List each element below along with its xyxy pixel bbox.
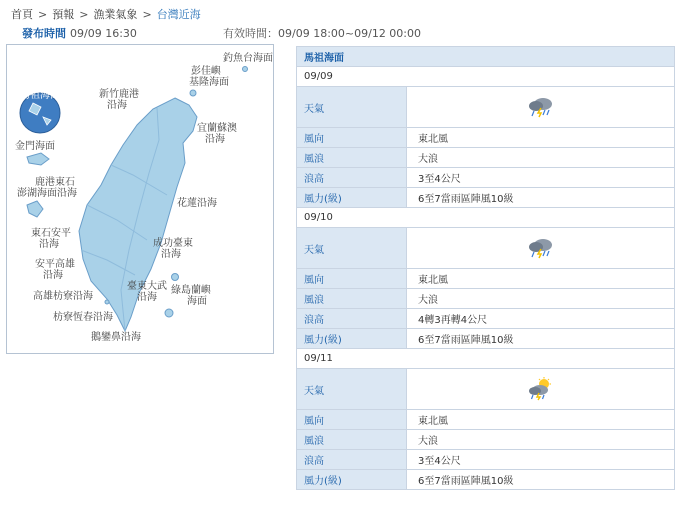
sea-area-map (6, 44, 274, 354)
label-hsinchu-lukang-2[interactable]: 沿海 (107, 100, 127, 111)
waves-value: 大浪 (407, 430, 675, 450)
label-keelung[interactable]: 基隆海面 (189, 77, 229, 88)
kinmen-island-shape[interactable] (27, 153, 49, 165)
weather-cell (407, 369, 675, 410)
label-fangliao-hengchun[interactable]: 枋寮恆春沿海 (53, 312, 113, 323)
diaoyutai-islet-shape[interactable] (243, 67, 248, 72)
wind-dir-value: 東北風 (407, 128, 675, 148)
forecast-date-2: 09/10 (297, 208, 675, 228)
wind-force-value: 6至7當雨區陣風10級 (407, 188, 675, 208)
wind-dir-value: 東北風 (407, 410, 675, 430)
forecast-region-title: 馬祖海面 (297, 47, 675, 67)
wind-dir-value: 東北風 (407, 269, 675, 289)
publish-time-value: 09/09 16:30 (70, 27, 137, 40)
waves-value: 大浪 (407, 148, 675, 168)
breadcrumb-separator: > (79, 8, 89, 21)
forecast-date-3: 09/11 (297, 349, 675, 369)
green-island-shape[interactable] (172, 274, 179, 281)
breadcrumb-forecast[interactable]: 預報 (52, 8, 75, 21)
label-yilan-suao[interactable]: 宜蘭蘇澳 (197, 123, 237, 134)
label-ludao-lanyu-2[interactable]: 海面 (187, 296, 207, 307)
wind-force-label: 風力(級) (297, 329, 407, 349)
weather-cell (407, 228, 675, 269)
wind-dir-label: 風向 (297, 269, 407, 289)
label-taitung-dawu-2[interactable]: 沿海 (137, 292, 157, 303)
weather-label: 天氣 (297, 87, 407, 128)
breadcrumb-current: 台灣近海 (156, 8, 201, 21)
breadcrumb-home[interactable]: 首頁 (11, 8, 33, 21)
time-info (22, 25, 680, 39)
pengjia-islet-shape[interactable] (190, 90, 196, 96)
forecast-table (296, 46, 675, 490)
breadcrumb (11, 6, 201, 22)
waves-label: 風浪 (297, 289, 407, 309)
label-anping-kaohsiung[interactable]: 安平高雄 (35, 259, 75, 270)
wave-height-value: 3至4公尺 (407, 450, 675, 470)
breadcrumb-fishery-weather[interactable]: 漁業氣象 (93, 8, 138, 21)
weather-cell (407, 87, 675, 128)
waves-value: 大浪 (407, 289, 675, 309)
label-kinmen[interactable]: 金門海面 (15, 141, 55, 152)
wind-force-value: 6至7當雨區陣風10級 (407, 470, 675, 490)
waves-label: 風浪 (297, 430, 407, 450)
thunderstorm-rain-icon (527, 237, 555, 259)
label-taitung-dawu[interactable]: 臺東大武 (127, 281, 167, 292)
wave-height-label: 浪高 (297, 168, 407, 188)
penghu-island-shape[interactable] (27, 201, 43, 217)
wind-force-label: 風力(級) (297, 188, 407, 208)
lanyu-island-shape[interactable] (165, 309, 173, 317)
label-chenggong-taitung-2[interactable]: 沿海 (161, 249, 181, 260)
label-chenggong-taitung[interactable]: 成功臺東 (153, 238, 193, 249)
label-yilan-suao-2[interactable]: 沿海 (205, 134, 225, 145)
wave-height-value: 3至4公尺 (407, 168, 675, 188)
label-hualien[interactable]: 花蓮沿海 (177, 198, 217, 209)
label-dongshi-anping-2[interactable]: 沿海 (39, 239, 59, 250)
partly-sunny-thunderstorm-icon (527, 377, 555, 401)
label-ludao-lanyu[interactable]: 綠島蘭嶼 (171, 285, 211, 296)
wave-height-label: 浪高 (297, 450, 407, 470)
label-lukang-dongshi[interactable]: 鹿港東石 (35, 177, 75, 188)
label-diaoyutai[interactable]: 釣魚台海面 (223, 53, 273, 64)
label-pengjia[interactable]: 彭佳嶼 (191, 66, 221, 77)
valid-time: 有效時間：09/09 18:00~09/12 00:00 (223, 27, 422, 40)
waves-label: 風浪 (297, 148, 407, 168)
label-eluanbi[interactable]: 鵝鑾鼻沿海 (91, 332, 141, 343)
thunderstorm-rain-icon (527, 96, 555, 118)
liuqiu-islet-shape[interactable] (105, 300, 109, 304)
wind-force-value: 6至7當雨區陣風10級 (407, 329, 675, 349)
label-hsinchu-lukang[interactable]: 新竹鹿港 (99, 89, 139, 100)
wind-dir-label: 風向 (297, 410, 407, 430)
wind-force-label: 風力(級) (297, 470, 407, 490)
forecast-date-1: 09/09 (297, 67, 675, 87)
publish-time-label: 發布時間 (22, 27, 66, 40)
breadcrumb-separator: > (142, 8, 152, 21)
label-penghu[interactable]: 澎湖海面 (17, 188, 57, 199)
label-lukang-dongshi-2[interactable]: 沿海 (57, 188, 77, 199)
label-anping-kaohsiung-2[interactable]: 沿海 (43, 270, 63, 281)
weather-label: 天氣 (297, 228, 407, 269)
wind-dir-label: 風向 (297, 128, 407, 148)
label-kaohsiung-fangliao[interactable]: 高雄枋寮沿海 (33, 291, 93, 302)
wave-height-label: 浪高 (297, 309, 407, 329)
wave-height-value: 4轉3再轉4公尺 (407, 309, 675, 329)
label-dongshi-anping[interactable]: 東石安平 (31, 228, 71, 239)
breadcrumb-separator: > (38, 8, 48, 21)
label-matsu[interactable]: 馬祖海面 (20, 90, 60, 101)
weather-label: 天氣 (297, 369, 407, 410)
